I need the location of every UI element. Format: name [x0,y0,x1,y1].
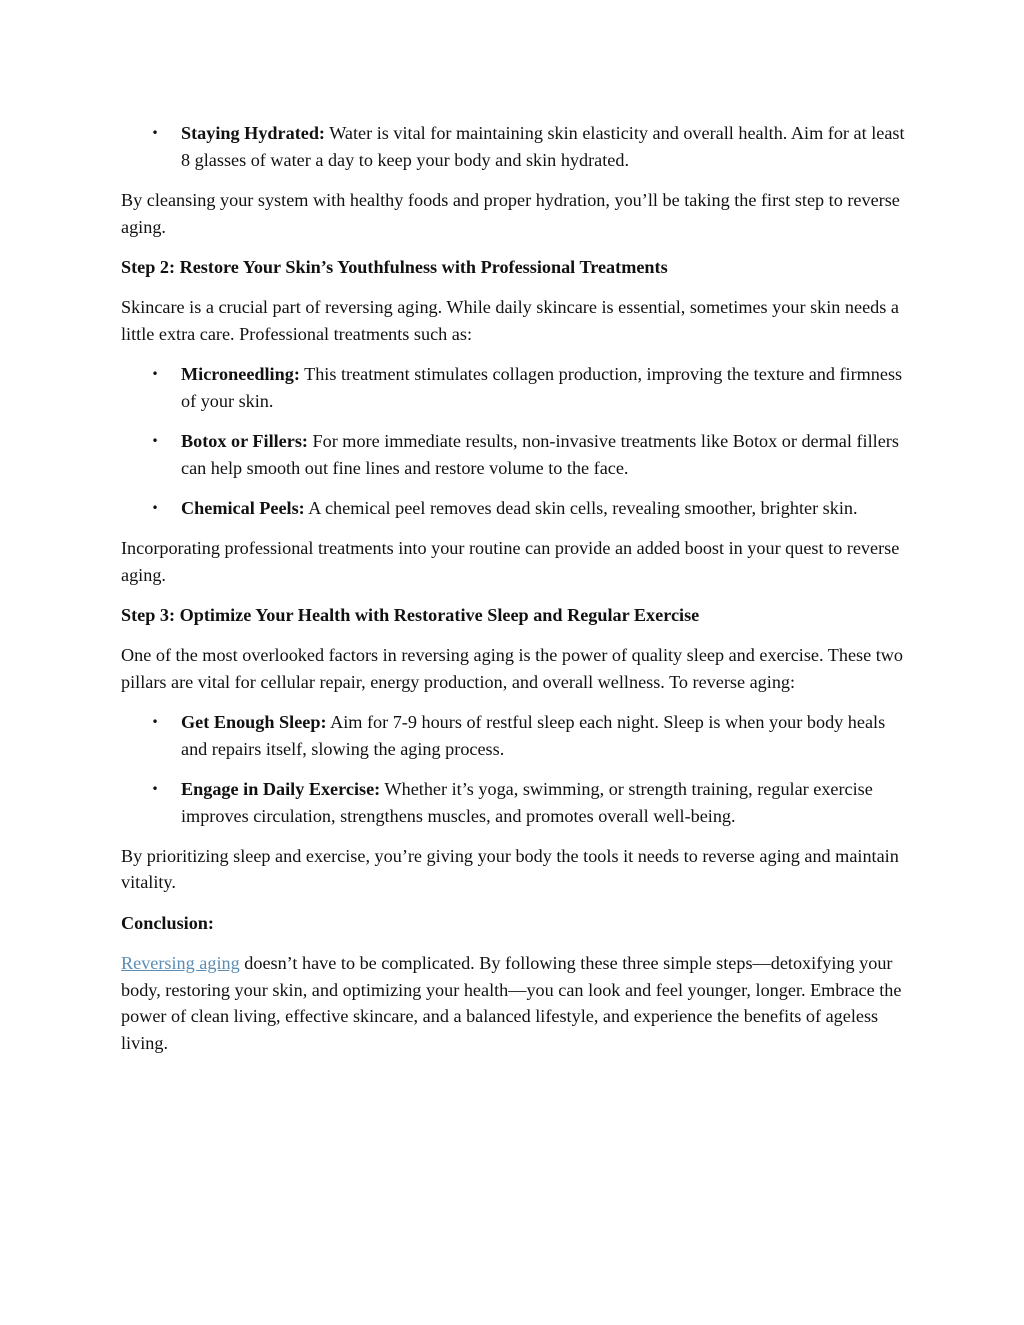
heading-step-2: Step 2: Restore Your Skin’s Youthfulness with Professional Treatments [121,256,668,277]
list-item-microneedling [121,361,911,414]
list-item-label: Engage in Daily Exercise: [181,778,381,799]
treatments-list [121,361,911,522]
sleep-exercise-list [121,709,911,829]
list-item-botox-fillers [121,428,911,481]
list-item-label: Botox or Fillers: [181,430,308,451]
bullet-icon: • [151,714,159,729]
bullet-icon: • [151,126,159,140]
bullet-icon: • [151,781,159,796]
list-item-label: Microneedling: [181,363,300,384]
list-item-text: Aim for 7-9 hours of restful sleep each night. Sleep is when your body heals and repairs itself, slowing the aging process. [181,711,886,759]
list-item-text: A chemical peel removes dead skin cells, revealing smoother, brighter skin. [304,497,858,518]
list-item-text: Water is vital for maintaining skin elasticity and overall health. Aim for at least 8 glasses of water a day to keep your body and skin hydrated. [181,123,905,170]
bullet-icon: • [151,366,159,381]
list-item-daily-exercise [121,776,911,829]
reversing-aging-link[interactable]: Reversing aging [121,952,240,973]
heading-step-3: Step 3: Optimize Your Health with Restorative Sleep and Regular Exercise [121,604,700,625]
list-item-staying-hydrated [121,120,911,173]
list-item-chemical-peels [121,495,911,522]
paragraph-cleansing-summary: By cleansing your system with healthy foods and proper hydration, you’ll be taking the first step to reverse aging. [121,189,900,237]
paragraph-step-2-outro: Incorporating professional treatments into your routine can provide an added boost in your quest to reverse aging. [121,537,900,585]
bullet-icon: • [151,433,159,448]
paragraph-step-3-intro: One of the most overlooked factors in reversing aging is the power of quality sleep and exercise. These two pillars are vital for cellular repair, energy production, and overall wellness. To reverse aging: [121,645,904,692]
list-item-text: For more immediate results, non-invasive treatments like Botox or dermal fillers can help smooth out fine lines and restore volume to the face. [181,430,899,478]
list-item-label: Get Enough Sleep: [181,711,327,732]
list-item-text: This treatment stimulates collagen production, improving the texture and firmness of your skin. [181,363,903,411]
bullet-icon: • [151,500,159,515]
list-item-label: Staying Hydrated: [181,123,325,143]
list-item-label: Chemical Peels: [181,497,305,518]
paragraph-step-2-intro: Skincare is a crucial part of reversing aging. While daily skincare is essential, sometimes your skin needs a little extra care. Professional treatments such as: [121,297,899,344]
paragraph-step-3-outro: By prioritizing sleep and exercise, you’re giving your body the tools it needs to reverse aging and maintain vitality. [121,845,899,893]
hydration-list [121,120,911,173]
heading-conclusion: Conclusion: [121,912,214,933]
list-item-text: Whether it’s yoga, swimming, or strength training, regular exercise improves circulation, strengthens muscles, and promotes overall well-being. [181,778,873,826]
conclusion-text: doesn’t have to be complicated. By following these three simple steps—detoxifying your body, restoring your skin, and optimizing your health—you can look and feel younger, longer. Embrace the power of clean living, effective skincare, and a balanced lifestyle, and experience the benefits of ageless living. [121,952,902,1053]
list-item-enough-sleep [121,709,911,762]
document-page [121,120,911,1070]
paragraph-conclusion [121,950,911,1057]
